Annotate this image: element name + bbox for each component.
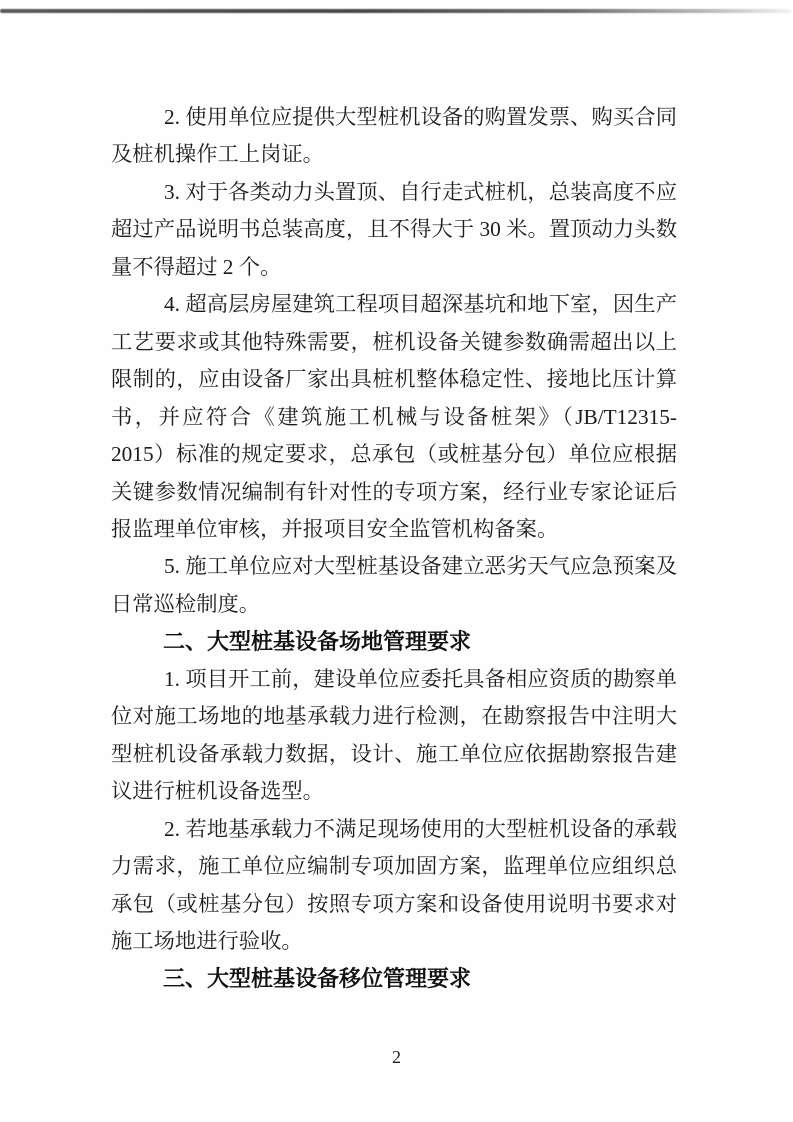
body-paragraph: 2. 若地基承载力不满足现场使用的大型桩机设备的承载力需求，施工单位应编制专项加固方案，监理单位应组织总承包（或桩基分包）按照专项方案和设备使用说明书要求对施工场地进行验收。 (111, 816, 677, 953)
section-heading-relocation-management: 三、大型桩基设备移位管理要求 (163, 966, 472, 992)
body-paragraph: 2. 使用单位应提供大型桩机设备的购置发票、购买合同及桩机操作工上岗证。 (111, 105, 677, 167)
body-paragraph: 1. 项目开工前，建设单位应委托具备相应资质的勘察单位对施工场地的地基承载力进行检测，在勘察报告中注明大型桩机设备承载力数据，设计、施工单位应依据勘察报告建议进行桩机设备选型。 (111, 666, 677, 804)
section-heading-site-management: 二、大型桩基设备场地管理要求 (163, 629, 472, 655)
body-paragraph: 5. 施工单位应对大型桩基设备建立恶劣天气应急预案及日常巡检制度。 (111, 554, 677, 616)
body-paragraph: 3. 对于各类动力头置顶、自行走式桩机，总装高度不应超过产品说明书总装高度，且不得大于 30 米。置顶动力头数量不得超过 2 个。 (111, 179, 677, 279)
scan-streak-artifact (0, 9, 791, 13)
document-body (111, 99, 677, 998)
page-number: 2 (392, 1047, 401, 1067)
body-paragraph: 4. 超高层房屋建筑工程项目超深基坑和地下室，因生产工艺要求或其他特殊需要，桩机设备关键参数确需超出以上限制的，应由设备厂家出具桩机整体稳定性、接地比压计算书，并应符合《建筑施工机械与设备桩架》（JB/T12315-2015）标准的规定要求，总承包（或桩基分包）单位应根据关键参数情况编制有针对性的专项方案，经行业专家论证后报监理单位审核，并报项目安全监管机构备案。 (111, 292, 677, 541)
